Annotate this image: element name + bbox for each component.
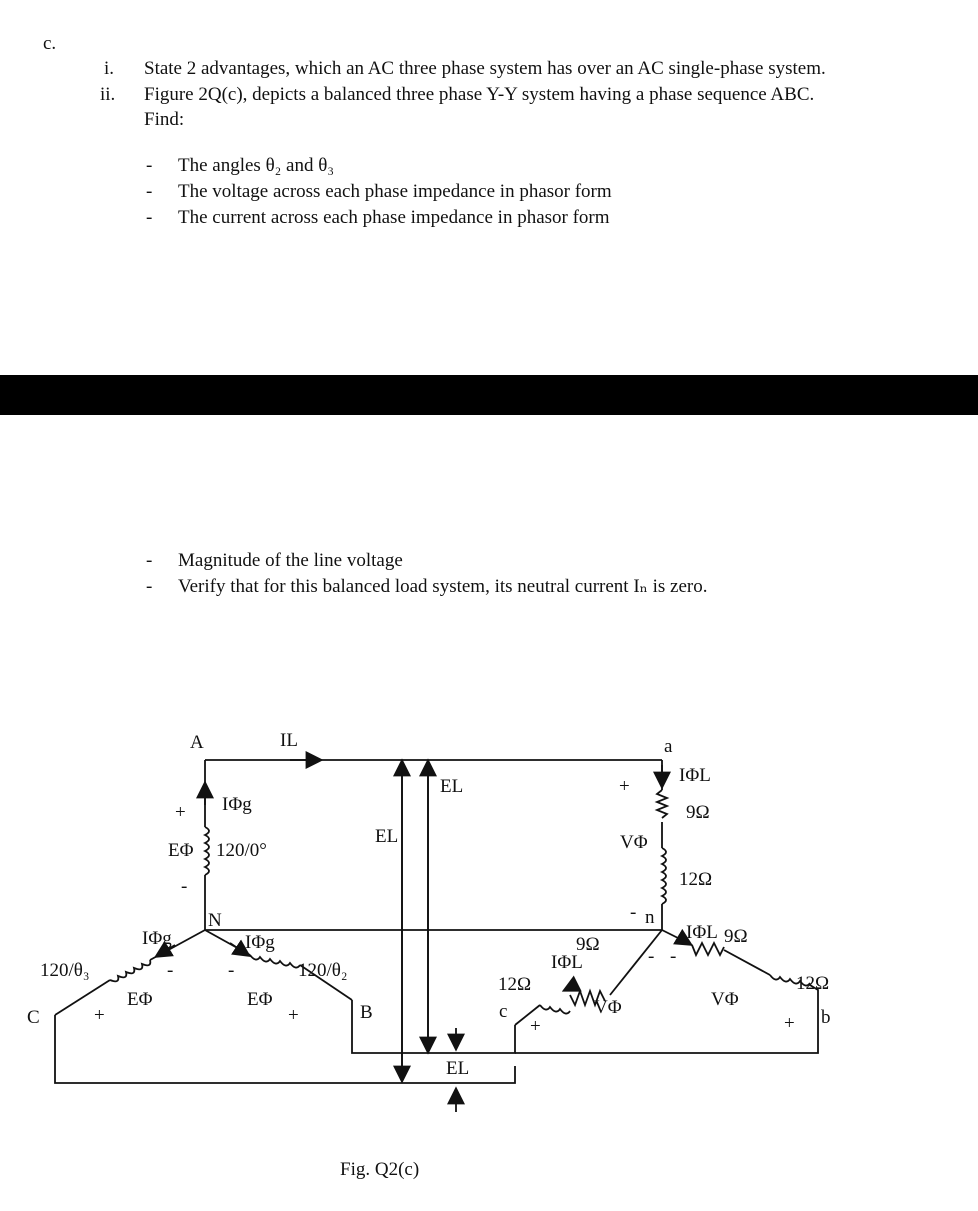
label-emf-c: EΦ bbox=[127, 989, 153, 1010]
bullet-marker: - bbox=[146, 181, 153, 202]
label-plus-gen-b: + bbox=[288, 1005, 299, 1026]
line-b-wire bbox=[352, 1000, 515, 1053]
bullet-marker: - bbox=[146, 155, 153, 176]
label-vphase-b: VΦ bbox=[711, 989, 739, 1010]
label-node-B: B bbox=[360, 1002, 373, 1023]
label-vphase-a: VΦ bbox=[620, 832, 648, 853]
label-r12-c: 12Ω bbox=[498, 974, 532, 995]
bullet-marker: - bbox=[146, 207, 153, 228]
label-minus-gen-b: - bbox=[228, 960, 235, 981]
label-r9-c: 9Ω bbox=[576, 934, 600, 955]
question-number-2: ii. bbox=[100, 84, 116, 105]
coil-gen-a bbox=[205, 827, 209, 875]
label-node-c: c bbox=[499, 1001, 508, 1022]
question-text-2: Figure 2Q(c), depicts a balanced three phase Y-Y system having a phase sequence ABC. bbox=[144, 84, 815, 105]
section-label: c. bbox=[43, 33, 57, 54]
label-vphase-c: VΦ bbox=[594, 997, 622, 1018]
label-node-n: n bbox=[645, 907, 655, 928]
label-plus-gen-c: + bbox=[94, 1005, 105, 1026]
label-node-N: N bbox=[208, 910, 222, 931]
line-b-load-wire bbox=[515, 985, 818, 1053]
label-plus-gen-a: + bbox=[175, 802, 186, 823]
label-r12-b: 12Ω bbox=[796, 973, 830, 994]
label-i-load-c: IΦL bbox=[551, 952, 583, 973]
bullet-item: Verify that for this balanced load system, its neutral current Iₙ is zero. bbox=[178, 576, 708, 597]
bullet-marker: - bbox=[146, 550, 153, 571]
label-minus-gen-a: - bbox=[181, 876, 188, 897]
label-source-b: 120/θ₂ bbox=[298, 960, 348, 981]
bullet-item: Magnitude of the line voltage bbox=[178, 550, 403, 571]
label-plus-a: + bbox=[619, 776, 630, 797]
question-text-1: State 2 advantages, which an AC three phase system has over an AC single-phase system. bbox=[144, 58, 826, 79]
label-r12-a: 12Ω bbox=[679, 869, 713, 890]
label-plus-load-c: + bbox=[530, 1016, 541, 1037]
label-r9-b: 9Ω bbox=[724, 926, 748, 947]
label-source-c: 120/θ₃ bbox=[40, 960, 90, 981]
coil-a-12 bbox=[662, 848, 666, 904]
label-plus-load-b: + bbox=[784, 1013, 795, 1034]
label-minus-n: - bbox=[630, 902, 637, 923]
bullet-item: The angles θ₂ and θ₃ bbox=[178, 155, 334, 176]
label-igen-a: IΦg bbox=[222, 794, 252, 815]
coil-gen-b bbox=[250, 955, 300, 968]
label-emf-a: EΦ bbox=[168, 840, 194, 861]
label-el-top: EL bbox=[440, 776, 464, 797]
label-emf-b: EΦ bbox=[247, 989, 273, 1010]
label-el-bottom: EL bbox=[446, 1058, 470, 1079]
label-el-mid: EL bbox=[375, 826, 399, 847]
label-il: IL bbox=[280, 730, 298, 751]
bullet-item: The current across each phase impedance in phasor form bbox=[178, 207, 610, 228]
wire bbox=[724, 950, 770, 975]
bullet-item: The voltage across each phase impedance in phasor form bbox=[178, 181, 612, 202]
label-node-A: A bbox=[190, 732, 204, 753]
label-r9-a: 9Ω bbox=[686, 802, 710, 823]
label-igen-b: IΦg bbox=[245, 932, 275, 953]
label-i-load-a: IΦL bbox=[679, 765, 711, 786]
label-node-b: b bbox=[821, 1007, 831, 1028]
label-node-C: C bbox=[27, 1007, 40, 1028]
bullet-marker: - bbox=[146, 576, 153, 597]
resistor-a-9 bbox=[657, 790, 667, 818]
label-minus-gen-c: - bbox=[167, 960, 174, 981]
label-node-a: a bbox=[664, 736, 673, 757]
label-minus-load: - bbox=[648, 946, 655, 967]
coil-c-12 bbox=[540, 1005, 570, 1014]
question-number-1: i. bbox=[104, 58, 115, 79]
label-minus-load: - bbox=[670, 946, 677, 967]
find-label: Find: bbox=[144, 109, 185, 130]
label-source-a: 120/0° bbox=[216, 840, 267, 861]
figure-caption: Fig. Q2(c) bbox=[340, 1159, 420, 1180]
resistor-b-9 bbox=[692, 943, 724, 955]
label-igen-c: IΦg bbox=[142, 928, 172, 949]
coil-gen-c bbox=[110, 960, 150, 981]
label-i-load-b: IΦL bbox=[686, 922, 718, 943]
iload-arrow-c bbox=[565, 985, 575, 990]
